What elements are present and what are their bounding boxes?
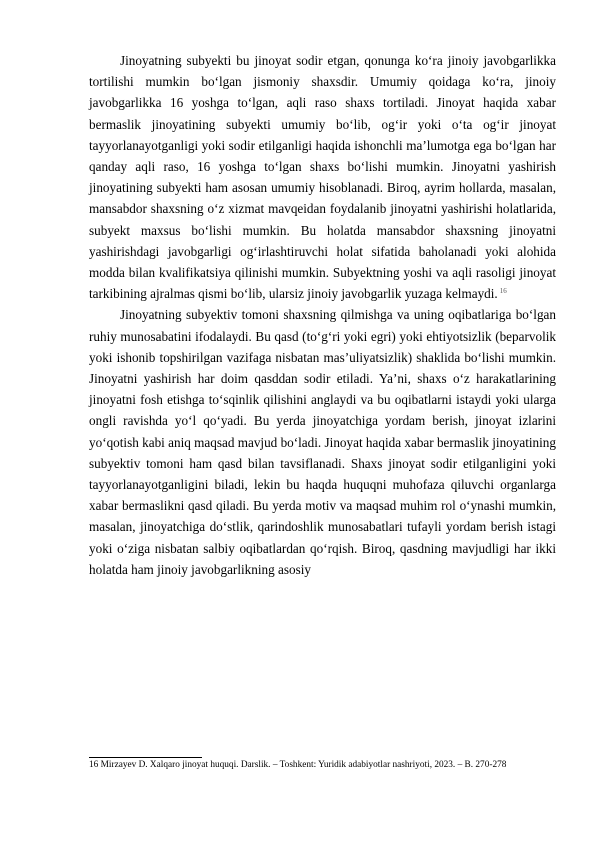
- footnote-separator: [89, 757, 202, 758]
- paragraph-subject-text: Jinoyatning subyekti bu jinoyat sodir etgan, qonunga koʻra jinoiy javobgarlikka tortilishi mumkin boʻlgan jismoniy shaxsdir. Umumiy qoidaga koʻra, jinoiy javobgarlikka 16 yoshga toʻlgan, aqli raso shaxs tortiladi. Jinoyat haqida xabar bermaslik jinoyatining subyekti umumiy boʻlib, ogʻir yoki oʻta ogʻir jinoyat tayyorlanayotganligi yoki sodir etilganligi haqida ishonchli maʼlumotga ega boʻlgan har qanday aqli raso, 16 yoshga toʻlgan shaxs boʻlishi mumkin. Jinoyatni yashirish jinoyatining subyekti ham asosan umumiy hisoblanadi. Biroq, ayrim hollarda, masalan, mansabdor shaxsning oʻz xizmat mavqeidan foydalanib jinoyatni yashirishi holatlarida, subyekt maxsus boʻlishi mumkin. Bu holatda mansabdor shaxsning jinoyatni yashirishdagi javobgarligi ogʻirlashtiruvchi holat sifatida baholanadi yoki alohida modda bilan kvalifikatsiya qilinishi mumkin. Subyektning yoshi va aqli rasoligi jinoyat tarkibining ajralmas qismi boʻlib, ularsiz jinoiy javobgarlik yuzaga kelmaydi.: [89, 53, 556, 302]
- footnote: 16 Mirzayev D. Xalqaro jinoyat huquqi. Darslik. – Toshkent: Yuridik adabiyotlar nashriyoti, 2023. – B. 270-278: [89, 760, 507, 770]
- page-body: [89, 50, 556, 580]
- footnote-reference[interactable]: 16: [499, 286, 507, 295]
- paragraph-subjective-side: Jinoyatning subyektiv tomoni shaxsning qilmishga va uning oqibatlariga boʻlgan ruhiy munosabatini ifodalaydi. Bu qasd (toʻgʻri yoki egri) yoki ehtiyotsizlik (beparvolik yoki ishonib topshirilgan vazifaga nisbatan masʼuliyatsizlik) shaklida boʻlishi mumkin. Jinoyatni yashirish har doim qasddan sodir etiladi. Yaʼni, shaxs oʻz harakatlarining jinoyatni fosh etishga toʻsqinlik qilishini anglaydi va bu oqibatlarni istaydi yoki ularga ongli ravishda yoʻl qoʻyadi. Bu yerda jinoyatchiga yordam berish, jinoyat izlarini yoʻqotish kabi aniq maqsad mavjud boʻladi. Jinoyat haqida xabar bermaslik jinoyatining subyektiv tomoni ham qasd bilan tavsiflanadi. Shaxs jinoyat sodir etilganligini yoki tayyorlanayotganligini biladi, lekin bu haqda huquqni muhofaza qiluvchi organlarga xabar bermaslikni qasd qiladi. Bu yerda motiv va maqsad muhim rol oʻynashi mumkin, masalan, jinoyatchiga doʻstlik, qarindoshlik munosabatlari tufayli yordam berish istagi yoki oʻziga nisbatan salbiy oqibatlardan qoʻrqish. Biroq, qasdning mavjudligi har ikki holatda ham jinoiy javobgarlikning asosiy: [89, 307, 556, 577]
- paragraph-subject: [89, 50, 556, 304]
